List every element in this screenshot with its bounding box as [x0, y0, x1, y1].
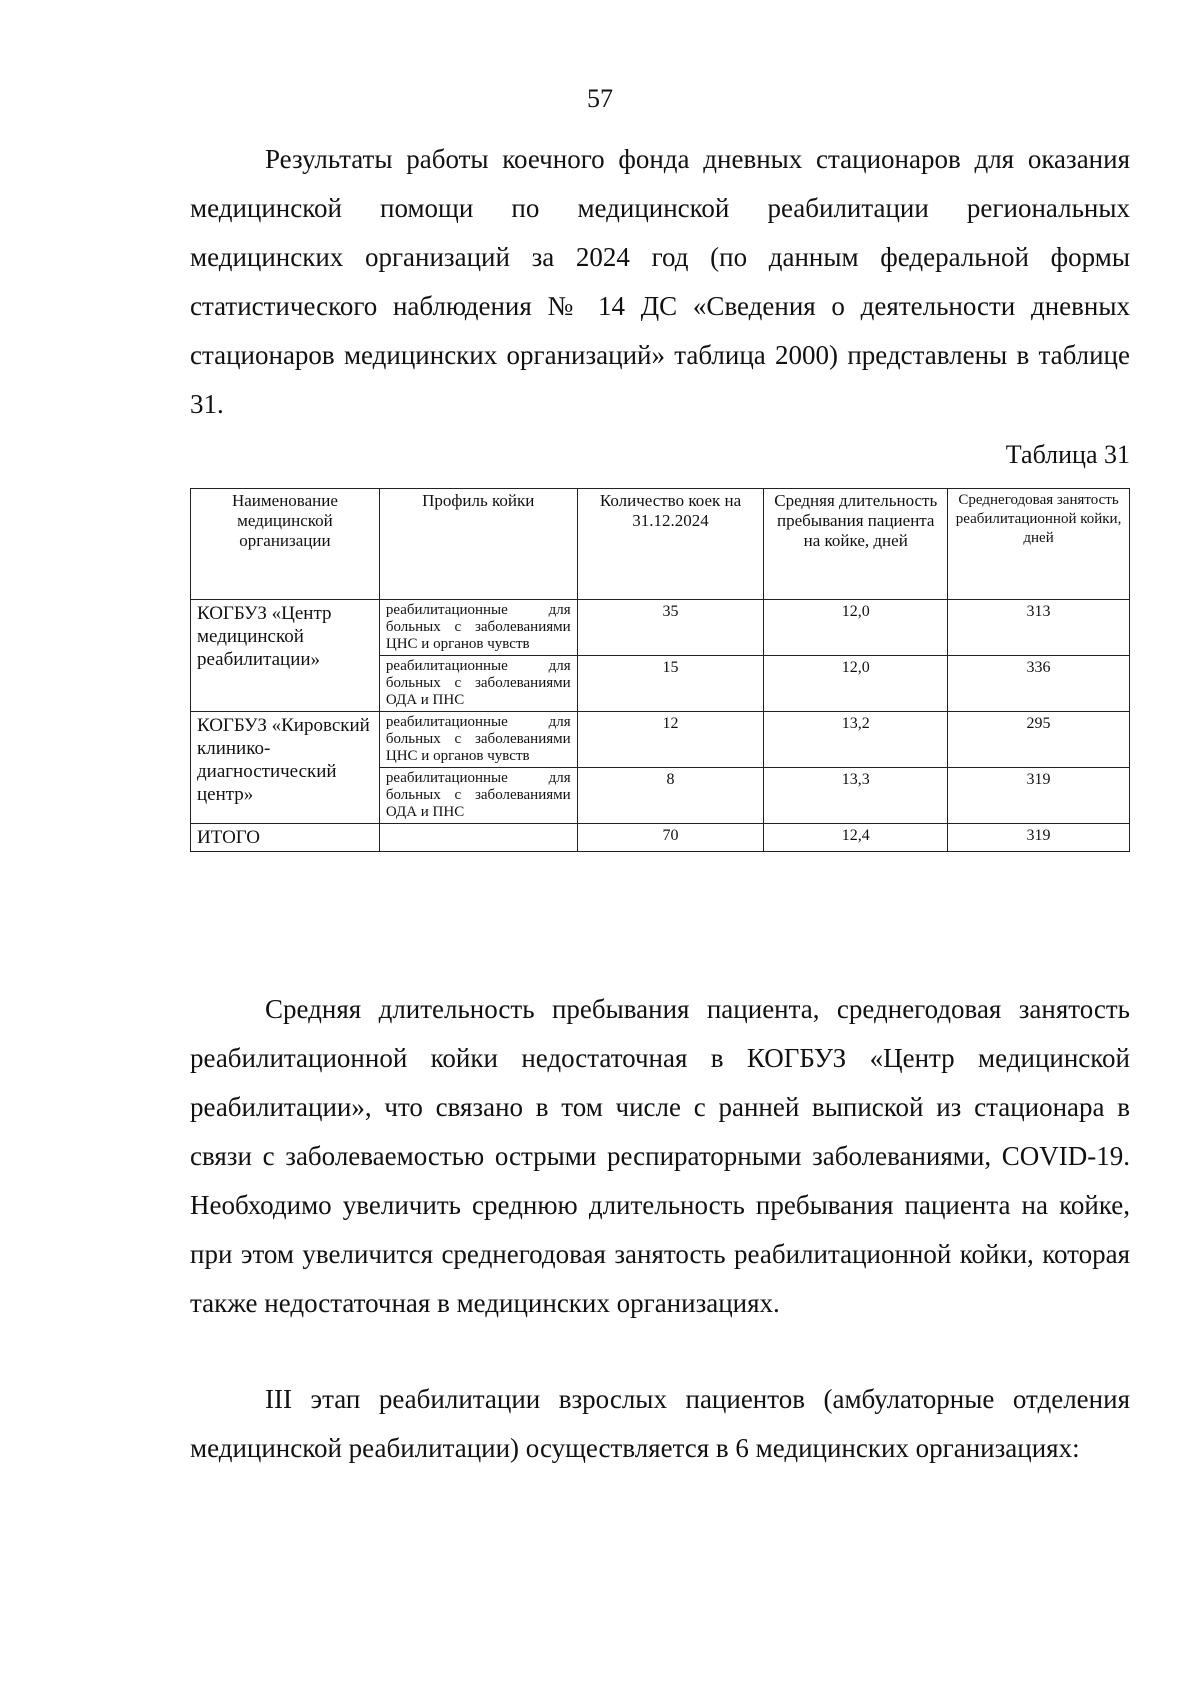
occupancy: 336 — [948, 656, 1130, 712]
table-header-row — [191, 489, 1130, 600]
bed-profile: реабилитационные для больных с заболеваниями ЦНС и органов чувств — [379, 600, 577, 656]
avg-stay: 12,0 — [764, 600, 948, 656]
analysis-paragraph: Средняя длительность пребывания пациента, среднегодовая занятость реабилитационной койки недостаточная в КОГБУЗ «Центр медицинской реабилитации», что связано в том числе с ранней выпиской из стационара в связи с заболеваемостью острыми респираторными заболеваниями, COVID-19. Необходимо увеличить среднюю длительность пребывания пациента на койке, при этом увеличится среднегодовая занятость реабилитационной койки, которая также недостаточная в медицинских организациях. — [190, 994, 1130, 1318]
header-profile: Профиль койки — [379, 489, 577, 600]
bed-profile: реабилитационные для больных с заболеваниями ОДА и ПНС — [379, 656, 577, 712]
avg-stay: 13,2 — [764, 712, 948, 768]
beds-count: 8 — [577, 768, 764, 824]
bed-profile: реабилитационные для больных с заболеваниями ЦНС и органов чувств — [379, 712, 577, 768]
bed-profile: реабилитационные для больных с заболеваниями ОДА и ПНС — [379, 768, 577, 824]
total-occupancy: 319 — [948, 824, 1130, 852]
beds-count: 15 — [577, 656, 764, 712]
total-label: ИТОГО — [191, 824, 380, 852]
beds-count: 35 — [577, 600, 764, 656]
org-name: КОГБУЗ «Кировский клинико-диагностический центр» — [191, 712, 380, 824]
total-beds: 70 — [577, 824, 764, 852]
stage-three-paragraph: III этап реабилитации взрослых пациентов (амбулаторные отделения медицинской реабилитации) осуществляется в 6 медицинских организациях: — [190, 1384, 1130, 1463]
table-row — [191, 712, 1130, 768]
total-avg-stay: 12,4 — [764, 824, 948, 852]
occupancy: 313 — [948, 600, 1130, 656]
header-beds: Количество коек на 31.12.2024 — [577, 489, 764, 600]
rehab-beds-table — [190, 488, 1130, 852]
occupancy: 319 — [948, 768, 1130, 824]
org-name: КОГБУЗ «Центр медицинской реабилитации» — [191, 600, 380, 712]
avg-stay: 12,0 — [764, 656, 948, 712]
page-number: 57 — [587, 84, 613, 113]
avg-stay: 13,3 — [764, 768, 948, 824]
table-caption: Таблица 31 — [1005, 440, 1130, 469]
header-avg-stay: Средняя длительность пребывания пациента на койке, дней — [764, 489, 948, 600]
beds-count: 12 — [577, 712, 764, 768]
header-org: Наименование медицинской организации — [191, 489, 380, 600]
intro-paragraph: Результаты работы коечного фонда дневных стационаров для оказания медицинской помощи по медицинской реабилитации региональных медицинских организаций за 2024 год (по данным федеральной формы статистического наблюдения № 14 ДС «Сведения о деятельности дневных стационаров медицинских организаций» таблица 2000) представлены в таблице 31. — [190, 144, 1130, 419]
header-occupancy: Среднегодовая занятость реабилитационной койки, дней — [948, 489, 1130, 600]
total-profile — [379, 824, 577, 852]
table-total-row — [191, 824, 1130, 852]
table-row — [191, 600, 1130, 656]
occupancy: 295 — [948, 712, 1130, 768]
